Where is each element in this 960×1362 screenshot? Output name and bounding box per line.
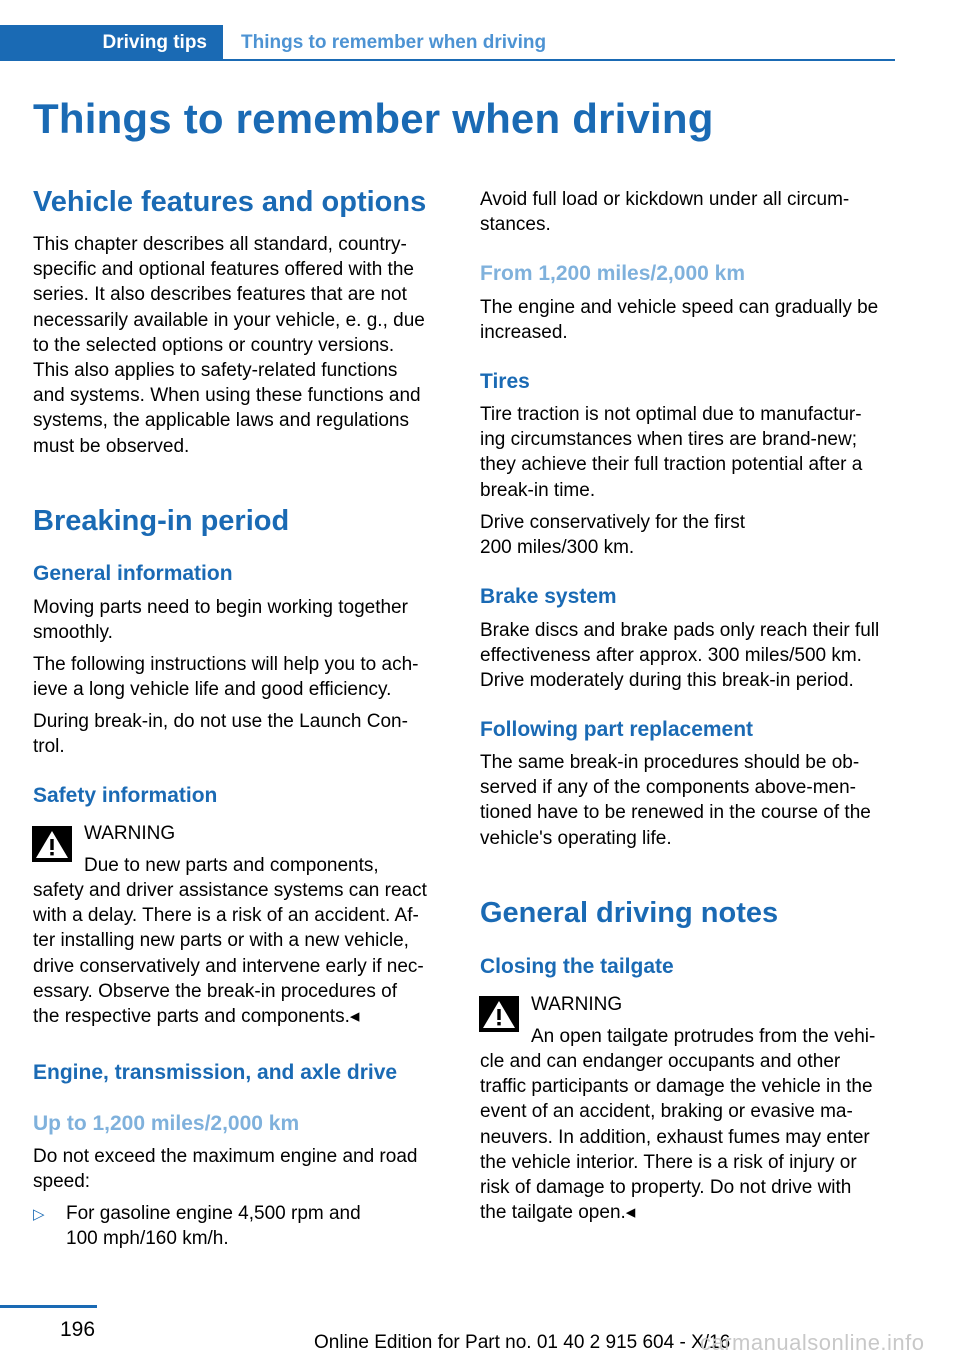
general-info-p2: The following instructions will help you to ach- ieve a long vehicle life and good efficiency. — [33, 654, 419, 701]
general-information-heading: General information — [33, 562, 233, 585]
warning-triangle-icon — [32, 826, 72, 862]
page-title: Things to remember when driving — [33, 95, 714, 142]
chapter-tab[interactable]: Driving tips — [0, 25, 223, 61]
tires-text-p1: Tire traction is not optimal due to manufactur- ing circumstances when tires are brand-new; they achieve their full traction potential after a break-in time. — [480, 404, 863, 501]
tires-heading: Tires — [480, 370, 530, 393]
warning-text: safety and driver assistance systems can react with a delay. There is a risk of an accident. Af- ter installing new parts or with a new vehicle, drive conservatively and intervene early if nec- essary. Observe the break-in procedures of the respective parts and components.◂ — [33, 880, 427, 1028]
closing-tailgate-heading: Closing the tailgate — [480, 955, 674, 978]
vehicle-features-heading: Vehicle features and options — [33, 186, 427, 218]
general-info-p1: Moving parts need to begin working together smoothly. — [33, 597, 408, 644]
tailgate-warning-first-line: An open tailgate protrudes from the vehi- — [531, 1026, 876, 1047]
engine-heading: Engine, transmission, and axle drive — [33, 1061, 398, 1084]
section-tab[interactable]: Things to remember when driving — [241, 32, 547, 53]
footer-rule — [0, 1305, 97, 1308]
page-number: 196 — [60, 1318, 96, 1341]
edition-note: Online Edition for Part no. 01 40 2 915 604 - X/16 — [314, 1332, 731, 1353]
chapter-header — [0, 25, 895, 61]
breaking-in-heading: Breaking-in period — [33, 505, 290, 537]
warning-label: WARNING — [84, 823, 176, 844]
avoid-text: Avoid full load or kickdown under all circum- stances. — [480, 189, 850, 236]
following-replacement-heading: Following part replacement — [480, 718, 754, 741]
safety-information-heading: Safety information — [33, 784, 218, 807]
general-driving-heading: General driving notes — [480, 897, 779, 929]
warning-text-first-line: Due to new parts and components, — [84, 855, 379, 876]
from-heading: From 1,200 miles/2,000 km — [480, 262, 745, 285]
bullet-text: For gasoline engine 4,500 rpm and 100 mph/160 km/h. — [66, 1203, 361, 1250]
tires-text-p2: Drive conservatively for the first 200 miles/300 km. — [480, 512, 746, 559]
up-to-heading: Up to 1,200 miles/2,000 km — [33, 1112, 300, 1135]
brake-text: Brake discs and brake pads only reach their full effectiveness after approx. 300 miles/500 km. Drive moderately during this break-in period. — [480, 620, 880, 692]
warning-triangle-icon — [479, 996, 519, 1032]
vehicle-features-text: This chapter describes all standard, country- specific and optional features offered with the series. It also describes features that are not necessarily available in your vehicle, e. g., due to the selected options or country versions. This also applies to safety-related functions and systems. When using these functions and systems, the applicable laws and regulations must be observed. — [33, 234, 425, 457]
from-text: The engine and vehicle speed can gradually be increased. — [480, 297, 879, 344]
general-info-p3: During break-in, do not use the Launch Con- trol. — [33, 711, 408, 758]
up-to-text: Do not exceed the maximum engine and road speed: — [33, 1146, 418, 1193]
brake-system-heading: Brake system — [480, 585, 617, 608]
watermark: carmanualsonline.info — [700, 1330, 925, 1355]
following-text: The same break-in procedures should be ob- served if any of the components above-men- tioned have to be renewed in the course of the vehicle's operating life. — [480, 752, 871, 849]
tailgate-warning-text: cle and can endanger occupants and other traffic participants or damage the vehicle in the event of an accident, braking or evasive ma- neuvers. In addition, exhaust fumes may enter the vehicle interior. There is a risk of injury or risk of damage to property. Do not drive with the tailgate open.◂ — [480, 1051, 873, 1224]
header-rule — [223, 59, 895, 61]
tailgate-warning-label: WARNING — [531, 994, 623, 1015]
bullet-marker: ▷ — [33, 1206, 45, 1223]
